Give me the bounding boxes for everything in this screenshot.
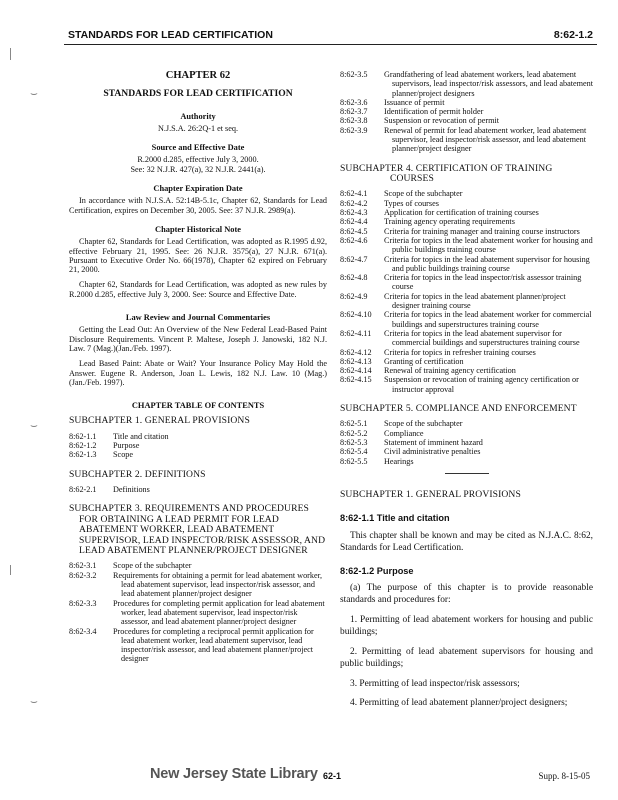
authority-heading: Authority — [180, 111, 216, 121]
toc-entry[interactable]: 8:62-5.1 Scope of the subchapter — [340, 419, 463, 429]
law-review-heading: Law Review and Journal Commentaries — [125, 313, 271, 323]
toc-entry[interactable]: 8:62-5.5 Hearings — [340, 456, 414, 466]
section-text: This chapter shall be known and may be cited as N.J.A.C. 8:62, Standards for Lead Certification. — [340, 530, 593, 554]
toc-entry[interactable]: 8:62-4.8 Criteria for topics in the lead inspector/risk assessor training course — [340, 273, 582, 292]
toc-entry[interactable]: 8:62-4.9 Criteria for topics in the lead abatement planner/project designer training course — [340, 291, 566, 311]
toc-entry[interactable]: 8:62-3.9 Renewal of permit for lead abatement worker, lead abatement supervisor, lead inspector/risk assessor, and lead abatement planner/project designer — [340, 125, 587, 154]
toc-entry[interactable]: 8:62-4.3 Application for certification of training courses — [340, 208, 539, 218]
toc-subchapter-title: SUBCHAPTER 5. COMPLIANCE AND ENFORCEMENT — [340, 403, 577, 415]
source-block — [69, 143, 327, 174]
toc-entry[interactable]: 8:62-4.6 Criteria for topics in the lead abatement worker for housing and public buildings training course — [340, 235, 593, 255]
toc-entry[interactable]: 8:62-3.5 Grandfathering of lead abatement workers, lead abatement supervisors, lead inspector/risk assessors, and lead abatement planner/project designers — [340, 70, 593, 98]
toc-entry[interactable]: 8:62-4.10 Criteria for topics in the lead abatement worker for commercial buildings and superstructures training course — [340, 310, 592, 329]
right-column — [340, 70, 593, 717]
expiration-text: In accordance with N.J.S.A. 52:14B-5.1c, Chapter 62, Standards for Lead Certification, expires on December 30, 2005. See: 37 N.J.R. 2989(a). — [69, 196, 327, 215]
scan-tick — [10, 48, 11, 60]
toc-entry[interactable]: 8:62-4.12 Criteria for topics in refresher training courses — [340, 347, 536, 357]
scan-tick — [10, 565, 11, 575]
body-subchapter-title: SUBCHAPTER 1. GENERAL PROVISIONS — [340, 488, 521, 500]
header-title: STANDARDS FOR LEAD CERTIFICATION — [68, 29, 273, 41]
toc-entry[interactable]: 8:62-4.4 Training agency operating requirements — [340, 217, 515, 227]
toc-list — [69, 432, 327, 460]
toc-entry[interactable]: 8:62-1.1 Title and citation — [69, 431, 169, 441]
purpose-item: 1. Permitting of lead abatement workers for housing and public buildings; — [340, 614, 593, 638]
toc-entry[interactable]: 8:62-3.2 Requirements for obtaining a permit for lead abatement worker, lead abatement supervisor, lead inspector/risk assessor, and lead abatement planner/project designer — [69, 570, 323, 599]
toc-entry[interactable]: 8:62-3.4 Procedures for completing a reciprocal permit application for lead abatement worker, lead abatement supervisor, lead inspector/risk assessor, and lead abatement planner/project designer — [69, 626, 314, 664]
running-header — [68, 29, 593, 43]
section-heading-title-citation: 8:62-1.1 Title and citation — [340, 513, 450, 524]
toc-subchapter-title: SUBCHAPTER 2. DEFINITIONS — [69, 468, 206, 480]
toc-entry[interactable]: 8:62-3.1 Scope of the subchapter — [69, 561, 192, 571]
source-line: See: 32 N.J.R. 427(a), 32 N.J.R. 2441(a). — [130, 164, 266, 174]
toc-entry[interactable]: 8:62-3.6 Issuance of permit — [340, 97, 445, 107]
history-paragraph: Chapter 62, Standards for Lead Certification, was adopted as new rules by R.2000 d.285, effective July 3, 2000. See: Source and Effective Date. — [69, 280, 327, 299]
toc-list — [340, 189, 593, 394]
purpose-item: 4. Permitting of lead abatement planner/project designers; — [350, 698, 568, 709]
purpose-item: 2. Permitting of lead abatement supervisors for housing and public buildings; — [340, 646, 593, 670]
source-line: R.2000 d.285, effective July 3, 2000. — [137, 155, 259, 165]
toc-list — [340, 70, 593, 154]
toc-entry[interactable]: 8:62-3.7 Identification of permit holder — [340, 107, 484, 117]
section-heading-purpose: 8:62-1.2 Purpose — [340, 565, 414, 576]
toc-entry[interactable]: 8:62-4.2 Types of courses — [340, 198, 439, 208]
toc-subchapter-title: SUBCHAPTER 4. CERTIFICATION OF TRAINING COURSES — [340, 162, 553, 185]
toc-entry[interactable]: 8:62-3.3 Procedures for completing permit application for lead abatement worker, lead abatement supervisor, lead inspector/risk assessor, and lead abatement planner/project designer — [69, 598, 325, 627]
toc-entry[interactable]: 8:62-5.4 Civil administrative penalties — [340, 447, 481, 457]
toc-entry[interactable]: 8:62-4.1 Scope of the subchapter — [340, 189, 463, 199]
scan-mark: ⌣ — [30, 694, 38, 708]
header-rule — [64, 44, 597, 45]
toc-entry[interactable]: 8:62-4.15 Suspension or revocation of training agency certification or instructor approval — [340, 375, 579, 394]
left-column — [69, 70, 327, 664]
source-heading: Source and Effective Date — [151, 143, 245, 153]
authority-text: N.J.S.A. 26:2Q-1 et seq. — [157, 123, 239, 133]
toc-entry[interactable]: 8:62-5.2 Compliance — [340, 428, 424, 438]
toc-entry[interactable]: 8:62-4.7 Criteria for topics in the lead abatement supervisor for housing and public buildings training course — [340, 254, 590, 273]
toc-subchapter-title: SUBCHAPTER 1. GENERAL PROVISIONS — [69, 415, 250, 427]
library-watermark-logo: New Jersey State Library — [150, 766, 318, 782]
chapter-title: STANDARDS FOR LEAD CERTIFICATION — [103, 88, 293, 100]
law-review-block — [69, 313, 327, 387]
expiration-block — [69, 184, 327, 215]
section-divider — [445, 473, 489, 474]
toc-entry[interactable]: 8:62-5.3 Statement of imminent hazard — [340, 438, 483, 448]
toc-entry[interactable]: 8:62-4.11 Criteria for topics in the lead abatement supervisor for commercial buildings and superstructures training course — [340, 328, 580, 348]
page-number: 62-1 — [323, 771, 342, 781]
expiration-heading: Chapter Expiration Date — [153, 184, 243, 194]
history-heading: Chapter Historical Note — [155, 224, 241, 234]
toc-list — [340, 419, 593, 465]
toc-list — [69, 561, 327, 663]
toc-entry[interactable]: 8:62-4.13 Granting of certification — [340, 356, 464, 366]
supplement-date: Supp. 8-15-05 — [538, 771, 590, 781]
purpose-item: 3. Permitting of lead inspector/risk assessors; — [350, 678, 520, 689]
law-review-entry: Getting the Lead Out: An Overview of the New Federal Lead-Based Paint Disclosure Requirements. Vincent P. Maltese, Joseph J. Janowski, 182 N.J. Law. 7 (Mag.)(Jan./Feb. 1997). — [69, 325, 327, 353]
law-review-entry: Lead Based Paint: Abate or Wait? Your Insurance Policy May Hold the Answer. Eugene R. Anderson, Joan L. Lewis, 182 N.J. Law. 10 (Mag.)(Jan./Feb. 1997). — [69, 359, 327, 387]
toc-entry[interactable]: 8:62-4.5 Criteria for training manager and training course instructors — [340, 226, 580, 236]
toc-heading: CHAPTER TABLE OF CONTENTS — [131, 401, 265, 411]
toc-entry[interactable]: 8:62-1.3 Scope — [69, 450, 134, 460]
history-block — [69, 225, 327, 299]
toc-subchapter-title: SUBCHAPTER 3. REQUIREMENTS AND PROCEDURES FOR OBTAINING A LEAD PERMIT FOR LEAD ABATEMENT WORKER, LEAD ABATEMENT SUPERVISOR, LEAD INSPECTOR/RISK ASSESSOR, AND LEAD ABATEMENT PLANNER/PROJECT DESIGNER — [69, 503, 326, 557]
toc-entry[interactable]: 8:62-2.1 Definitions — [69, 485, 150, 495]
history-paragraph: Chapter 62, Standards for Lead Certification, was adopted as R.1995 d.92, effective February 21, 1995. See: 26 N.J.R. 3575(a), 27 N.J.R. 671(a). Pursuant to Executive Order No. 66(1978), Chapter 62 expired on February 21, 2000. — [69, 237, 327, 275]
toc-entry[interactable]: 8:62-4.14 Renewal of training agency certification — [340, 366, 516, 376]
header-section: 8:62-1.2 — [553, 29, 593, 41]
purpose-intro: (a) The purpose of this chapter is to provide reasonable standards and procedures for: — [340, 582, 593, 606]
scan-mark: ⌣ — [30, 86, 38, 100]
scan-mark: ⌣ — [30, 418, 38, 432]
chapter-number: CHAPTER 62 — [165, 70, 231, 81]
authority-block — [69, 112, 327, 134]
toc-list — [69, 485, 327, 494]
toc-entry[interactable]: 8:62-1.2 Purpose — [69, 441, 140, 451]
toc-entry[interactable]: 8:62-3.8 Suspension or revocation of permit — [340, 116, 500, 126]
